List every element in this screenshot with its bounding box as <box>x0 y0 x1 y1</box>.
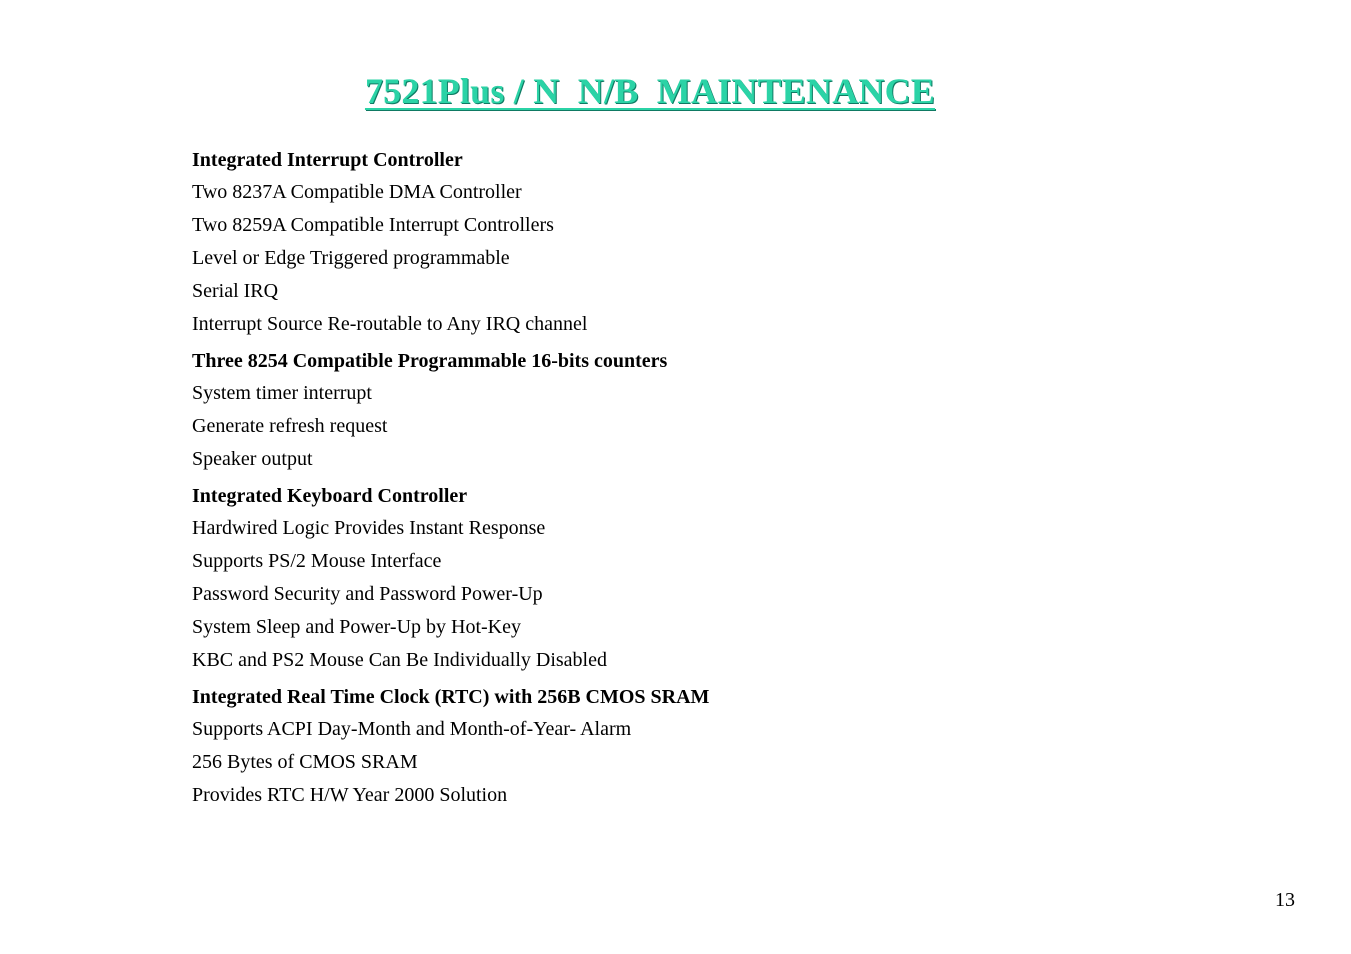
list-item: Generate refresh request <box>192 415 388 437</box>
list-item: 256 Bytes of CMOS SRAM <box>192 751 418 773</box>
section-interrupt-controller <box>192 144 1192 341</box>
list-item: Password Security and Password Power-Up <box>192 583 543 605</box>
list-item: Interrupt Source Re-routable to Any IRQ channel <box>192 313 588 335</box>
section-heading: Integrated Keyboard Controller <box>192 485 468 507</box>
list-item: Level or Edge Triggered programmable <box>192 247 510 269</box>
section-heading: Integrated Interrupt Controller <box>192 149 463 171</box>
section-heading: Three 8254 Compatible Programmable 16-bits counters <box>192 350 668 372</box>
list-item: Speaker output <box>192 448 313 470</box>
list-item: System timer interrupt <box>192 382 372 404</box>
page-number: 13 <box>1275 889 1295 911</box>
list-item: Hardwired Logic Provides Instant Response <box>192 517 546 539</box>
list-item: Supports ACPI Day-Month and Month-of-Year- Alarm <box>192 718 632 740</box>
section-8254-counters <box>192 345 1192 476</box>
list-item: System Sleep and Power-Up by Hot-Key <box>192 616 521 638</box>
section-heading: Integrated Real Time Clock (RTC) with 256B CMOS SRAM <box>192 686 710 708</box>
list-item: Two 8259A Compatible Interrupt Controllers <box>192 214 554 236</box>
list-item: Two 8237A Compatible DMA Controller <box>192 181 522 203</box>
page-title: 7521Plus / N N/B MAINTENANCE <box>364 71 936 111</box>
list-item: Provides RTC H/W Year 2000 Solution <box>192 784 508 806</box>
section-keyboard-controller <box>192 480 1192 677</box>
list-item: Serial IRQ <box>192 280 279 302</box>
feature-list <box>192 144 1192 812</box>
section-real-time-clock <box>192 681 1192 812</box>
list-item: KBC and PS2 Mouse Can Be Individually Disabled <box>192 649 607 671</box>
list-item: Supports PS/2 Mouse Interface <box>192 550 442 572</box>
